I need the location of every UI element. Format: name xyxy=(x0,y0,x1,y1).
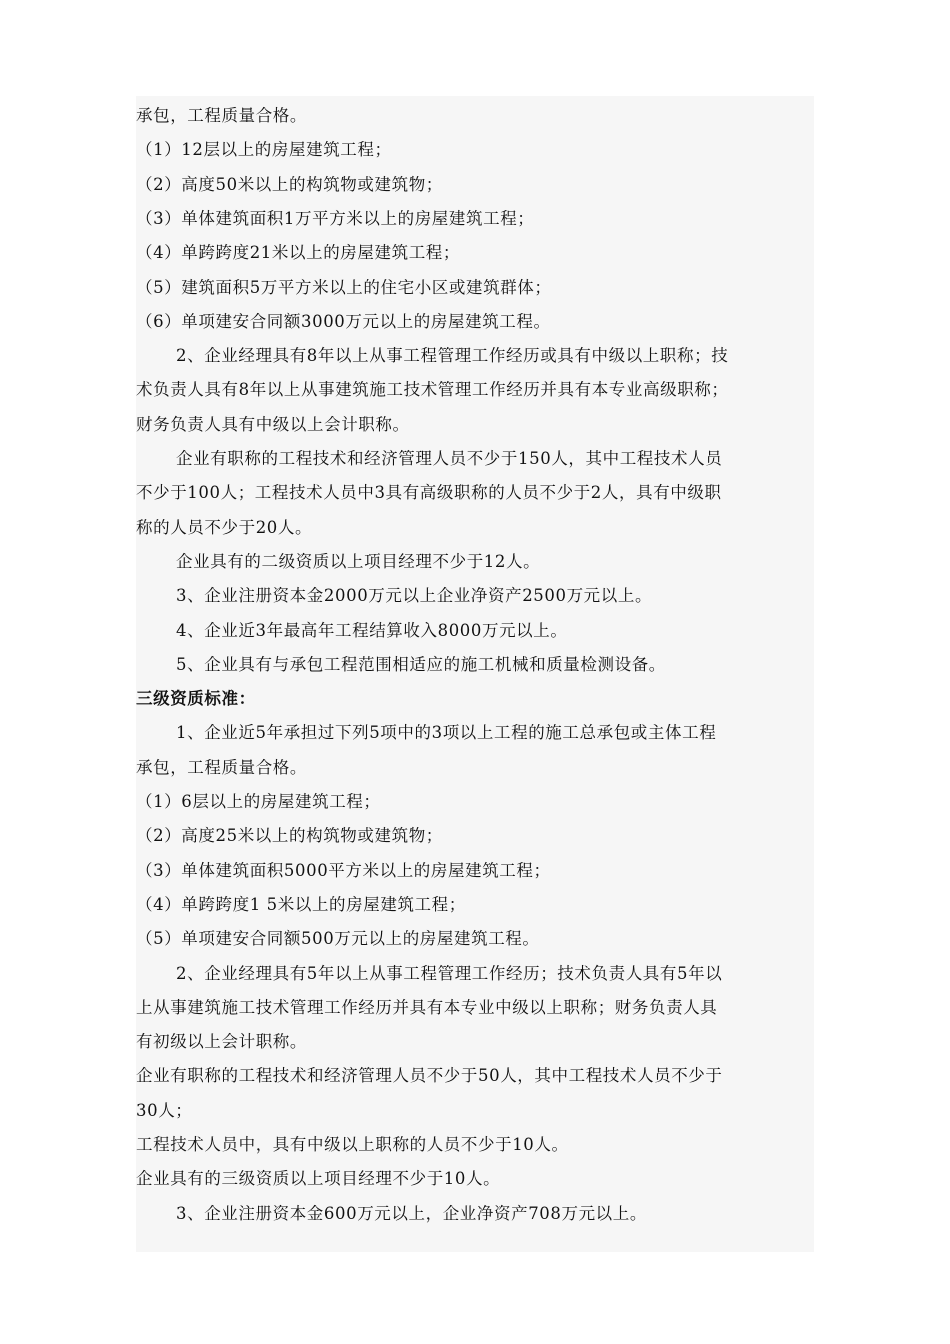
section-heading: 三级资质标准： xyxy=(136,689,256,709)
text-line: （5）单项建安合同额500万元以上的房屋建筑工程。 xyxy=(136,929,540,949)
text-line: （2）高度50米以上的构筑物或建筑物； xyxy=(136,174,443,194)
text-line: 3、企业注册资本金2000万元以上企业净资产2500万元以上。 xyxy=(176,586,653,606)
text-line: 企业具有的二级资质以上项目经理不少于12人。 xyxy=(176,551,541,571)
text-line: （5）建筑面积5万平方米以上的住宅小区或建筑群体； xyxy=(136,277,552,297)
text-line: （1）6层以上的房屋建筑工程； xyxy=(136,792,381,811)
text-line: 4、企业近3年最高年工程结算收入8000万元以上。 xyxy=(176,620,568,640)
text-line: 工程技术人员中，具有中级以上职称的人员不少于10人。 xyxy=(136,1135,569,1154)
text-line: （2）高度25米以上的构筑物或建筑物； xyxy=(136,826,443,846)
text-line: 1、企业近5年承担过下列5项中的3项以上工程的施工总承包或主体工程 xyxy=(176,723,717,743)
text-line: （6）单项建安合同额3000万元以上的房屋建筑工程。 xyxy=(136,311,551,331)
text-line: 财务负责人具有中级以上会计职称。 xyxy=(136,414,410,434)
text-line: 称的人员不少于20人。 xyxy=(136,517,313,537)
text-line: （4）单跨跨度21米以上的房屋建筑工程； xyxy=(136,243,460,263)
text-line: 承包，工程质量合格。 xyxy=(136,757,307,777)
text-line: 承包，工程质量合格。 xyxy=(136,106,307,125)
text-line: 30人； xyxy=(136,1100,193,1120)
text-line: （1）12层以上的房屋建筑工程； xyxy=(136,140,392,160)
text-line: 有初级以上会计职称。 xyxy=(136,1032,307,1052)
text-line: （3）单体建筑面积5000平方米以上的房屋建筑工程； xyxy=(136,860,551,880)
text-line: （4）单跨跨度1 5米以上的房屋建筑工程； xyxy=(136,894,466,914)
text-line: 不少于100人；工程技术人员中3具有高级职称的人员不少于2人，具有中级职 xyxy=(136,483,722,503)
text-line: 术负责人具有8年以上从事建筑施工技术管理工作经历并具有本专业高级职称； xyxy=(136,380,729,400)
text-line: 上从事建筑施工技术管理工作经历并具有本专业中级以上职称；财务负责人具 xyxy=(136,997,718,1017)
text-line: 2、企业经理具有5年以上从事工程管理工作经历；技术负责人具有5年以 xyxy=(176,963,723,983)
text-line: 企业具有的三级资质以上项目经理不少于10人。 xyxy=(136,1169,501,1189)
text-line: 2、企业经理具有8年以上从事工程管理工作经历或具有中级以上职称；技 xyxy=(176,346,729,366)
text-line: 3、企业注册资本金600万元以上，企业净资产708万元以上。 xyxy=(176,1203,647,1223)
text-line: 5、企业具有与承包工程范围相适应的施工机械和质量检测设备。 xyxy=(176,654,666,674)
text-line: （3）单体建筑面积1万平方米以上的房屋建筑工程； xyxy=(136,208,535,228)
text-line: 企业有职称的工程技术和经济管理人员不少于50人，其中工程技术人员不少于 xyxy=(136,1066,723,1086)
text-line: 企业有职称的工程技术和经济管理人员不少于150人，其中工程技术人员 xyxy=(176,449,723,468)
